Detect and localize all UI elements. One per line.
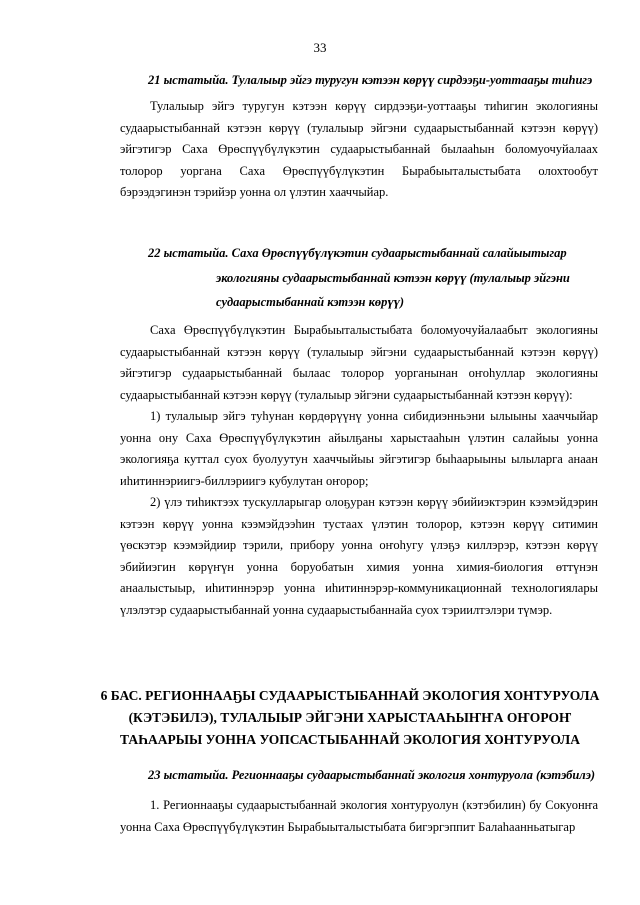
article-22-body <box>120 320 598 621</box>
chapter-6-line3: ТАҺААРЫЫ УОННА УОПСАСТЫБАННАЙ ЭКОЛОГИЯ ХОНТУРУОЛА <box>120 732 580 747</box>
article-22-item2: 2) үлэ тиһиктээх тускулларыгар олоҕуран кэтээн көрүү эбийиэктэрин кээмэйдэрин кэтээн көрүү уонна кээмэйдээһин тустаах үлэтин толорор, кэтээн көрүү ситимин үөскэтэр кээмэйдиир тэрили, прибору уонна оҥоһугу үлэҕэ киллэрэр, кэтээн көрүү эбийиэгин көрүҥүн уонна боруобатын химия уонна химия-биология өттүнэн анаалыстыыр, иһитиннэрэр уонна иһитиннэрэр-коммуникационнай технологиялары үлэлэтэр судаарыстыбаннай уонна судаарыстыбаннайа суох тэриилтэлэри түмэр. <box>120 495 598 617</box>
article-22-title-line3: судаарыстыбаннай кэтээн көрүү) <box>216 295 405 309</box>
chapter-6-line2: (КЭТЭБИЛЭ), ТУЛАЛЫЫР ЭЙГЭНИ ХАРЫСТААҺЫҤҤА ОҤОРОҤ <box>128 710 572 725</box>
chapter-6-heading <box>90 685 610 751</box>
article-23-body <box>120 795 598 838</box>
article-21-title: 21 ыстатыйа. Тулалыыр эйгэ туругун кэтээн көрүү сирдээҕи-уоттааҕы тиһигэ <box>148 73 593 87</box>
article-23-title: 23 ыстатыйа. Регионнааҕы судаарыстыбаннай экология хонтуруола (кэтэбилэ) <box>148 768 596 782</box>
article-22-item1: 1) тулалыыр эйгэ туһунан көрдөрүүнү уонна сибидиэнньэни ылыыны хааччыйар уонна ону Саха Өрөспүүбүлүкэтин айылҕаны харыстааһын үлэтин салайыы уонна экологияҕа куттал суох буолуутун хааччыйыы эйгэтигэр быһаарыыны ылыларга анаан иһитиннэриигэ-биллэриигэ кубулутан оҥорор; <box>120 409 598 488</box>
article-22-intro: Саха Өрөспүүбүлүкэтин Бырабыыталыстыбата боломуочуйалаабыт экологияны судаарыстыбаннай кэтээн көрүү (тулалыыр эйгэни судаарыстыбаннай кэтээн көрүү) эйгэтигэр судаарыстыбаннай былаас толорор уорганынан оҥоһуллар экологияны судаарыстыбаннай кэтээн көрүү (тулалыыр эйгэни судаарыстыбаннай кэтээн көрүү): <box>120 323 598 402</box>
article-21-body <box>120 96 598 204</box>
article-22-title-line1: 22 ыстатыйа. Саха Өрөспүүбүлүкэтин судаарыстыбаннай салайыытыгар <box>148 246 567 260</box>
article-22-title-line2: экологияны судаарыстыбаннай кэтээн көрүү (тулалыыр эйгэни <box>216 271 570 285</box>
chapter-6-line1: 6 БАС. РЕГИОННААҔЫ СУДААРЫСТЫБАННАЙ ЭКОЛОГИЯ ХОНТУРУОЛА <box>100 688 600 703</box>
article-23-paragraph: 1. Регионнааҕы судаарыстыбаннай экология хонтуруолун (кэтэбилин) бу Сокуонҥа уонна Саха Өрөспүүбүлүкэтин Бырабыыталыстыбата бигэргэппит Балаһаанньатыгар <box>120 798 598 834</box>
page-number: 33 <box>313 40 327 55</box>
article-21-paragraph: Тулалыыр эйгэ туругун кэтээн көрүү сирдээҕи-уоттааҕы тиһигин экологияны судаарыстыбаннай кэтээн көрүү (тулалыыр эйгэни судаарыстыбаннай кэтээн көрүү) эйгэтигэр Саха Өрөспүүбүлүкэтин судаарыстыбаннай былааһын боломуочуйалаах толорор уоргана Саха Өрөспүүбүлүкэтин Бырабыыталыстыбата олохтообут бэрээдэгинэн тэрийэр уонна ол үлэтин хааччыйар. <box>120 99 598 199</box>
